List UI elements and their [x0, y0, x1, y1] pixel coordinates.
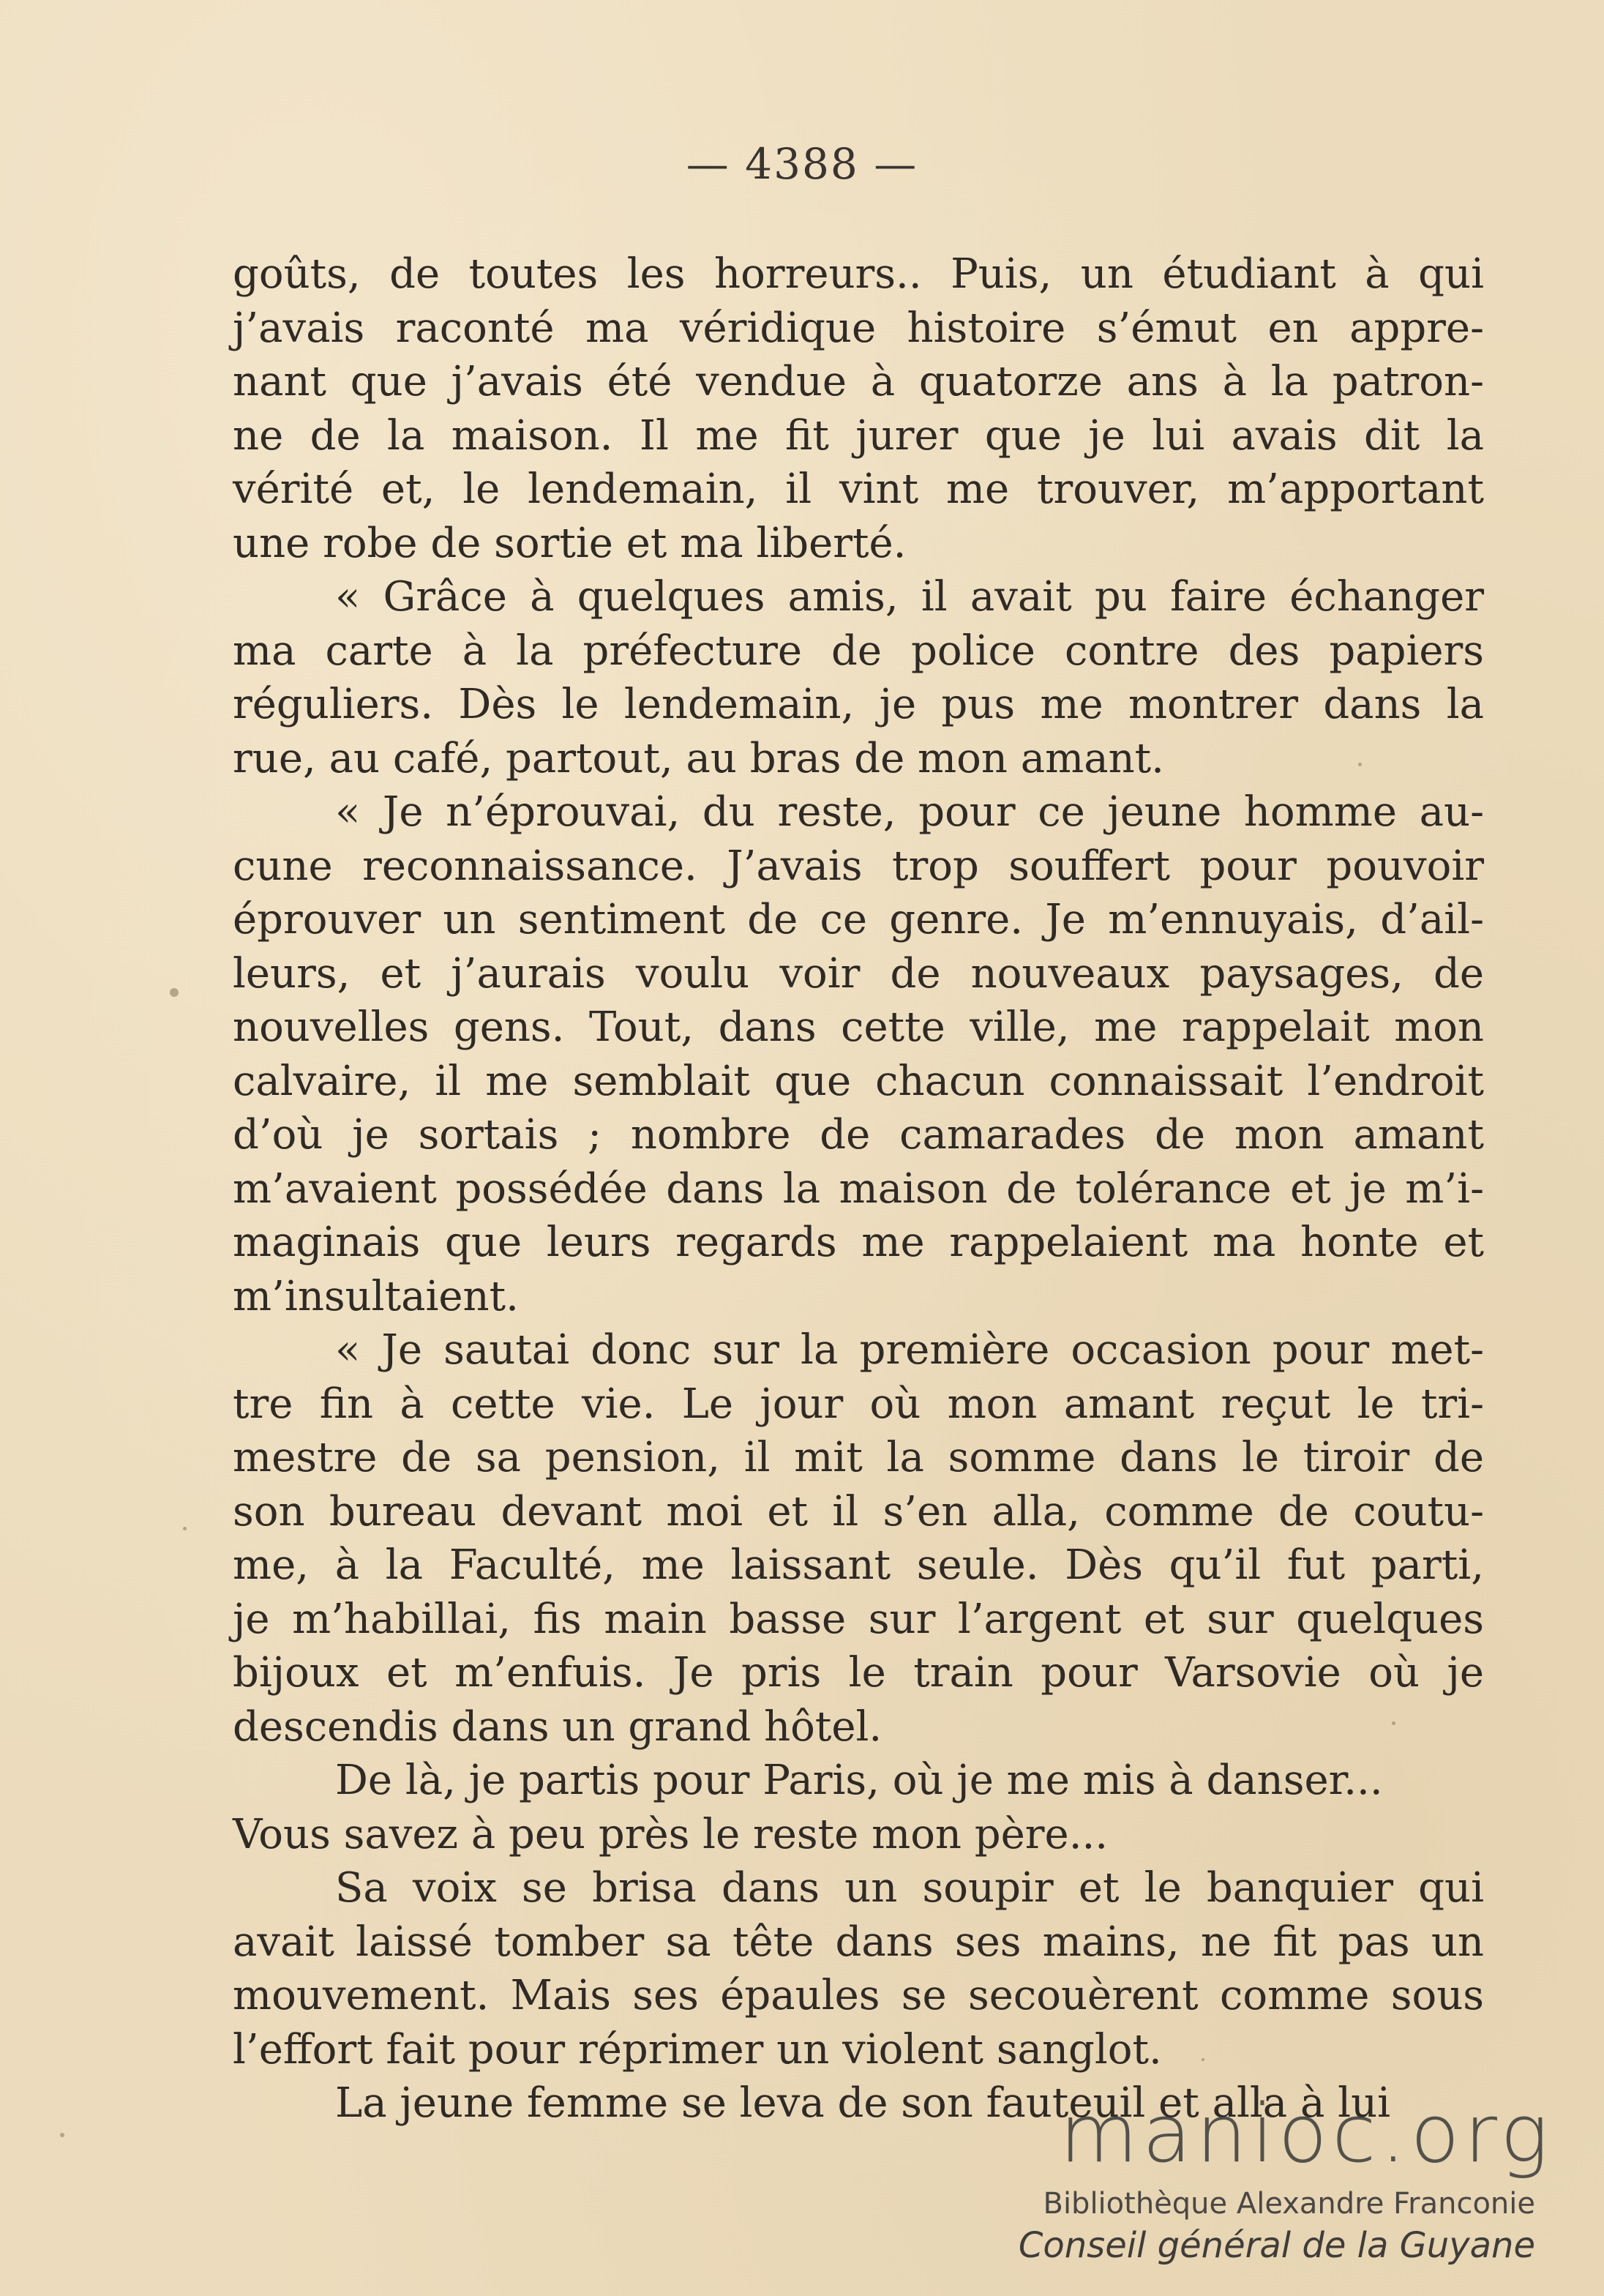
paragraph	[233, 1323, 1484, 1754]
paper-speck	[1202, 2058, 1204, 2061]
text-line: vérité et, le lendemain, il vint me trouver, m’apportant	[233, 465, 1484, 513]
paper-speck	[1392, 1721, 1395, 1725]
text-line: tre fin à cette vie. Le jour où mon amant reçut le tri-	[233, 1380, 1484, 1428]
body-text	[233, 247, 1484, 2131]
paragraph	[233, 247, 1484, 570]
paper-speck	[1358, 763, 1362, 766]
text-line: Sa voix se brisa dans un soupir et le banquier qui	[335, 1864, 1484, 1912]
text-line: « Grâce à quelques amis, il avait pu faire échanger	[335, 573, 1484, 621]
manioc-logo: manioc.org	[1059, 2087, 1553, 2180]
paragraph	[233, 570, 1484, 785]
text-line: j’avais raconté ma véridique histoire s’émut en appre-	[233, 304, 1484, 352]
text-line: descendis dans un grand hôtel.	[233, 1702, 882, 1751]
text-line: éprouver un sentiment de ce genre. Je m’ennuyais, d’ail-	[233, 896, 1484, 943]
text-line: son bureau devant moi et il s’en alla, comme de coutu-	[233, 1487, 1484, 1536]
text-line: nant que j’avais été vendue à quatorze ans à la patron-	[233, 358, 1484, 405]
text-line: « Je sautai donc sur la première occasion pour met-	[335, 1326, 1484, 1374]
text-line: m’insultaient.	[233, 1272, 519, 1320]
text-line: avait laissé tomber sa tête dans ses mains, ne fit pas un	[233, 1918, 1484, 1966]
text-line: ma carte à la préfecture de police contre des papiers	[233, 627, 1484, 675]
paragraph	[233, 1808, 1484, 1862]
text-line: cune reconnaissance. J’avais trop souffert pour pouvoir	[233, 842, 1484, 890]
paragraph	[233, 785, 1484, 1323]
council-name: Conseil général de la Guyane	[1018, 2225, 1535, 2266]
text-line: leurs, et j’aurais voulu voir de nouveaux paysages, de	[233, 949, 1484, 998]
text-line: maginais que leurs regards me rappelaient ma honte et	[233, 1219, 1484, 1266]
text-line: goûts, de toutes les horreurs.. Puis, un étudiant à qui	[233, 250, 1484, 298]
page-number: — 4388 —	[686, 139, 918, 189]
text-line: nouvelles gens. Tout, dans cette ville, me rappelait mon	[233, 1003, 1484, 1051]
paper-speck	[170, 988, 179, 997]
paragraph	[233, 1861, 1484, 2076]
text-line: je m’habillai, fis main basse sur l’argent et sur quelques	[233, 1595, 1484, 1643]
text-line: rue, au café, partout, au bras de mon amant.	[233, 734, 1164, 782]
text-line: l’effort fait pour réprimer un violent sanglot.	[233, 2025, 1162, 2073]
library-name: Bibliothèque Alexandre Franconie	[1043, 2187, 1535, 2221]
text-line: une robe de sortie et ma liberté.	[233, 519, 907, 567]
paper-speck	[60, 2133, 64, 2137]
text-line: « Je n’éprouvai, du reste, pour ce jeune homme au-	[335, 788, 1484, 836]
text-line: De là, je partis pour Paris, où je me mis à danser...	[335, 1757, 1383, 1804]
text-line: Vous savez à peu près le reste mon père...	[233, 1810, 1109, 1858]
text-line: réguliers. Dès le lendemain, je pus me montrer dans la	[233, 681, 1484, 728]
text-line: mestre de sa pension, il mit la somme dans le tiroir de	[233, 1434, 1484, 1481]
text-line: d’où je sortais ; nombre de camarades de mon amant	[233, 1111, 1484, 1159]
text-line: bijoux et m’enfuis. Je pris le train pour Varsovie où je	[233, 1649, 1484, 1697]
paragraph	[233, 1754, 1484, 1808]
text-line: me, à la Faculté, me laissant seule. Dès qu’il fut parti,	[233, 1541, 1484, 1589]
text-line: calvaire, il me semblait que chacun connaissait l’endroit	[233, 1057, 1484, 1105]
text-line: mouvement. Mais ses épaules se secouèrent comme sous	[233, 1972, 1484, 2019]
text-line: ne de la maison. Il me fit jurer que je lui avais dit la	[233, 411, 1484, 460]
text-line: m’avaient possédée dans la maison de tolérance et je m’i-	[233, 1164, 1484, 1213]
paper-speck	[183, 1527, 187, 1530]
text-line: La jeune femme se leva de son fauteuil et alla à lui	[335, 2079, 1391, 2127]
library-watermark	[997, 2087, 1553, 2266]
